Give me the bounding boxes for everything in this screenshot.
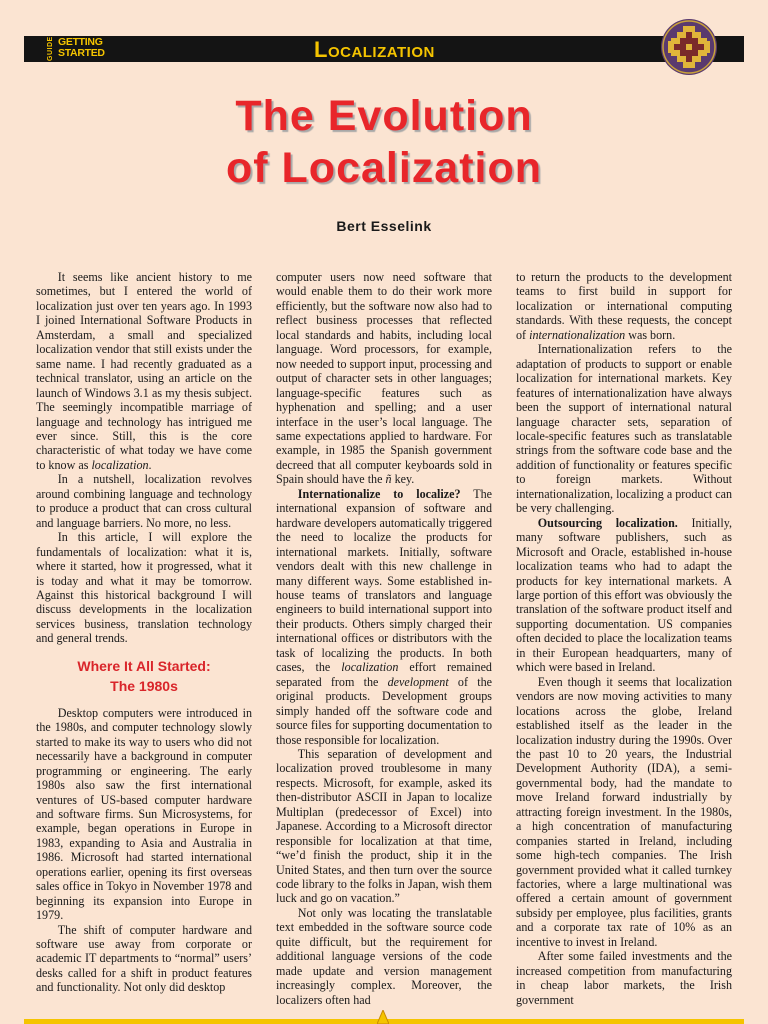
paragraph: Desktop computers were introduced in the 1980s, and computer technology slowly started to make its way to users who did not necessarily have a background in computer programming or engineering. The early 1980s also saw the first international ventures of US-based computer hardware and software firms. Sun Microsystems, for example, began operations in Europe in 1983, expanding to Asia and Australia in 1986. Microsoft had started international operations earlier, opening its first overseas sales office in Tokyo in November 1978 and beginning its expansion into Europe in 1979. xyxy=(36,705,252,923)
title-line-1: The Evolution xyxy=(235,92,533,140)
page-marker-icon xyxy=(377,1010,389,1024)
paragraph: The shift of computer hardware and software use away from corporate or academic IT departments to “normal” users’ desks called for a shift in product features and functionality. Not only did desktop xyxy=(36,922,252,995)
guide-label: GUIDE xyxy=(47,36,54,61)
column-3 xyxy=(516,270,732,1008)
article-title xyxy=(0,90,768,194)
getting-started-label xyxy=(58,37,110,59)
column-1 xyxy=(36,270,252,1008)
author-byline: Bert Esselink xyxy=(336,218,432,234)
column-2 xyxy=(276,270,492,1008)
paragraph: Not only was locating the translatable text embedded in the software source code quite difficult, but the requirement for additional language versions of the code made update and version management increasingly complex. Moreover, the localizers often had xyxy=(276,905,492,1007)
section-heading xyxy=(36,656,252,696)
paragraph: This separation of development and localization proved troublesome in many respects. Microsoft, for example, asked its then-distributor ASCII in Japan to localize Multiplan (predecessor of Excel) into Japanese. According to a Microsoft director responsible for localization at that time, “we’d finish the product, ship it in the United States, and then turn over the source code library to the folks in Japan, wish them luck and go on vacation.” xyxy=(276,746,492,906)
heading-line-2: The 1980s xyxy=(110,677,178,694)
paragraph: In a nutshell, localization revolves around combining language and technology to produce a product that can cross cultural and language barriers. No more, no less. xyxy=(36,472,252,530)
paragraph: In this article, I will explore the fundamentals of localization: what it is, where it started, how it progressed, what it is today and what it may be tomorrow. Against this historical background I will discuss developments in the localization services business, translation technology and general trends. xyxy=(36,530,252,646)
started-label: STARTED xyxy=(58,47,105,59)
paragraph: computer users now need software that would enable them to do their work more efficiently, but the software now also had to reflect business processes that reflected local standards and habits, including local language. Word processors, for example, now needed to support input, processing and output of character sets in other languages; language-specific features such as hyphenation and spelling; and a user interface in the user’s local language. The same expectations applied to hardware. For example, in 1985 the Spanish government decreed that all computer keyboards sold in Spain should have the ñ key. xyxy=(276,270,492,487)
paragraph: Outsourcing localization. Initially, many software publishers, such as Microsoft and Oracle, established in-house localization teams who had to adapt the products for key international markets. A large portion of this effort was obviously the translation of the software product itself and supporting documentation. US companies often decided to place the localization teams in their European headquarters, many of which were based in Ireland. xyxy=(516,515,732,675)
section-title: Localization xyxy=(314,37,435,62)
paragraph: to return the products to the development teams to first build in support for localization or international computing standards. With these requests, the concept of internationalization was born. xyxy=(516,270,732,342)
paragraph: Even though it seems that localization vendors are now moving activities to many locations across the globe, Ireland established itself as the leader in the localization industry during the 1990s. Over the past 10 to 20 years, the Industrial Development Authority (IDA), a semi-governmental body, had the mandate to move Ireland forward industrially by attracting foreign investment. In the 1980s, a high concentration of manufacturing companies started in Ireland, including some high-tech companies. The Irish government provided what it called turnkey factories, where a large multinational was offered a certain amount of government subsidy per employee, plus facilities, grants and a corporate tax rate of 10% as an incentive to invest in Ireland. xyxy=(516,674,732,949)
paragraph: Internationalize to localize? The international expansion of software and hardware developers automatically triggered the need to localize the products for international markets. Initially, software vendors dealt with this new challenge in many different ways. Some established in-house teams of translators and language engineers to build international support into their products. Others simply charged their international offices or distributors with the task of localizing the products. In both cases, the localization effort remained separated from the development of the original products. Development groups simply handed off the software code and source files for supporting documentation to those responsible for localization. xyxy=(276,486,492,747)
run-in-heading: Outsourcing localization. xyxy=(537,515,678,530)
paragraph: It seems like ancient history to me sometimes, but I entered the world of localization just over ten years ago. In 1993 I joined International Software Products in Amsterdam, a small and specialized localization vendor that still exists under the same name. I had recently graduated as a technical translator, using an article on the launch of Windows 3.1 as my thesis subject. The seemingly incompatible marriage of language and technology has intrigued me ever since. Still, this is the core characteristic of what today we have come to know as localization. xyxy=(36,270,252,472)
getting-label: GETTING xyxy=(58,36,103,48)
title-line-2: of Localization xyxy=(226,144,542,192)
paragraph: Internationalization refers to the adaptation of products to support or enable localization for international markets. Key features of internationalization have always been the support of international natural language character sets, separation of locale-specific features such as translatable strings from the software code base and the addition of functionality or features specific to foreign markets. Without internationalization, localizing a product can be very challenging. xyxy=(516,342,732,516)
run-in-heading: Internationalize to localize? xyxy=(297,486,461,501)
heading-line-1: Where It All Started: xyxy=(77,657,211,674)
paragraph: After some failed investments and the increased competition from manufacturing in cheap labor markets, the Irish government xyxy=(516,949,732,1007)
stepped-cross-emblem-icon xyxy=(660,18,718,76)
